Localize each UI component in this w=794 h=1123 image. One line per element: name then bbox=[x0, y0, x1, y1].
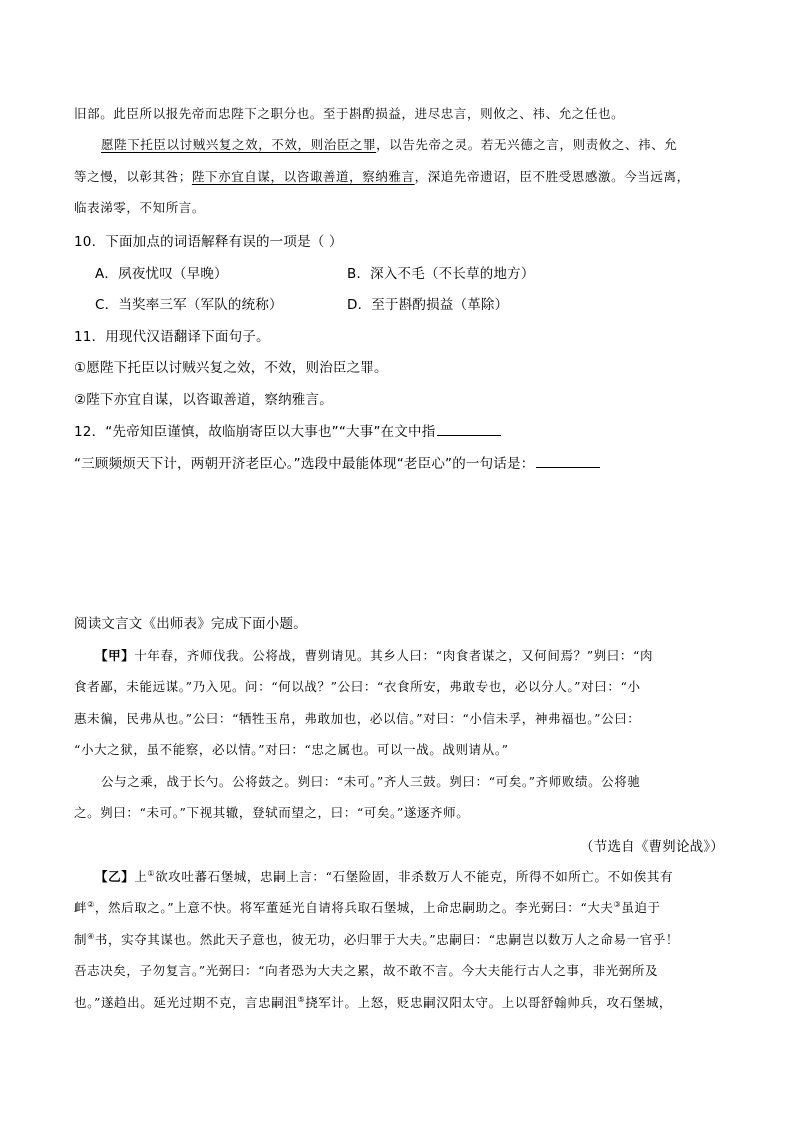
passage-line-2-rest: ，以告先帝之灵。若无兴德之言，则责攸之、祎、允 bbox=[376, 137, 678, 152]
reading-intro: 阅读文言文《出师表》完成下面小题。 bbox=[74, 616, 307, 632]
question-10-stem: 10．下面加点的词语解释有误的一项是（ ） bbox=[74, 234, 343, 250]
yi-text-2c: 虽迫于 bbox=[621, 900, 661, 915]
question-11-sentence-2: ②陛下亦宜自谋，以咨诹善道，察纳雅言。 bbox=[74, 392, 333, 408]
question-12-line-2 bbox=[74, 452, 600, 472]
answer-blank-1[interactable] bbox=[437, 423, 501, 436]
yi-text-3a: 制 bbox=[74, 932, 88, 947]
footnote-mark-4: ④ bbox=[87, 931, 95, 941]
jia-text-1: 十年春，齐师伐我。公将战，曹刿请见。其乡人曰：“肉食者谋之，又何间焉？”刿曰：“肉 bbox=[134, 648, 654, 663]
yi-text-1b: 欲攻吐蕃石堡城，忠嗣上言：“石堡险固，非杀数万人不能克，所得不如所亡。不如俟其有 bbox=[155, 869, 674, 884]
jia-tag: 【甲】 bbox=[95, 648, 135, 663]
passage-line-1: 旧部。此臣所以报先帝而忠陛下之职分也。至于斟酌损益，进尽忠言，则攸之、祎、允之任也。 bbox=[74, 106, 625, 121]
yi-text-1a: 上 bbox=[134, 869, 148, 884]
underlined-sentence-2: 陛下亦宜自谋，以咨诹善道，察纳雅言 bbox=[191, 169, 415, 184]
yi-line-2 bbox=[74, 898, 661, 916]
underlined-sentence-1: 愿陛下托臣以讨贼兴复之效，不效，则治臣之罪 bbox=[101, 137, 377, 152]
question-10-option-d: D．至于斟酌损益（革除） bbox=[347, 297, 509, 313]
passage-line-3-pre: 等之慢，以彰其咎； bbox=[74, 169, 192, 184]
jia-line-2: 食者鄙，未能远谋。”乃入见。问：“何以战？”公曰：“衣食所安，弗敢专也，必以分人。”对曰：“小 bbox=[74, 679, 641, 694]
question-11-sentence-1: ①愿陛下托臣以讨贼兴复之效，不效，则治臣之罪。 bbox=[74, 360, 388, 376]
yi-line-1 bbox=[95, 867, 673, 885]
footnote-mark-3: ③ bbox=[613, 899, 622, 909]
yi-text-2a: 衅 bbox=[74, 900, 88, 915]
footnote-mark-2: ② bbox=[87, 899, 95, 909]
yi-text-3b: 书，实夺其谋也。然此天子意也，彼无功，必归罪于大夫。”忠嗣曰：“忠嗣岂以数万人之命易一官乎！ bbox=[94, 932, 680, 947]
passage-line-3-rest: ，深追先帝遗诏，臣不胜受恩感激。今当远离， bbox=[414, 169, 690, 184]
yi-text-2b: ，然后取之。”上意不快。将军董延光自请将兵取石堡城，上命忠嗣助之。李光弼曰：“大夫 bbox=[94, 900, 614, 915]
source-note: （节选自《曹刿论战》） bbox=[580, 839, 724, 855]
yi-tag: 【乙】 bbox=[95, 869, 135, 884]
question-11-stem: 11．用现代汉语翻译下面句子。 bbox=[74, 329, 270, 345]
passage-line-4: 临表涕零，不知所言。 bbox=[74, 200, 206, 215]
answer-blank-2[interactable] bbox=[536, 455, 600, 468]
question-12-text-1: 12．“先帝知臣谨慎，故临崩寄臣以大事也”“大事”在文中指 bbox=[74, 424, 436, 440]
jia-line-3: 惠未徧，民弗从也。”公曰：“牺牲玉帛，弗敢加也，必以信。”对曰：“小信未孚，神弗福也。”公曰： bbox=[74, 711, 641, 726]
jia-line-4: “小大之狱，虽不能察，必以情。”对曰：“忠之属也。可以一战。战则请从。” bbox=[74, 742, 509, 757]
jia-line-1 bbox=[95, 646, 653, 664]
passage-line-3 bbox=[74, 167, 690, 185]
question-12-line-1 bbox=[74, 420, 501, 440]
yi-text-5b: 挠军计。上怒，贬忠嗣汉阳太守。上以哥舒翰帅兵，攻石堡城， bbox=[305, 995, 673, 1010]
passage-line-2 bbox=[101, 135, 677, 153]
yi-line-5 bbox=[74, 993, 672, 1011]
yi-text-5a: 也。”遂趋出。延光过期不克，言忠嗣沮 bbox=[74, 995, 298, 1010]
question-10-option-b: B．深入不毛（不长草的地方） bbox=[347, 266, 535, 282]
footnote-mark-5: ⑤ bbox=[297, 994, 306, 1004]
yi-line-3 bbox=[74, 930, 679, 948]
jia-line-6: 之。刿曰：“未可。”下视其辙，登轼而望之，曰：“可矣。”遂逐齐师。 bbox=[74, 805, 470, 820]
question-10-option-a: A．夙夜忧叹（早晚） bbox=[95, 266, 228, 282]
jia-line-5: 公与之乘，战于长勺。公将鼓之。刿曰：“未可。”齐人三鼓。刿曰：“可矣。”齐师败绩。公将驰 bbox=[101, 774, 641, 789]
yi-line-4: 吾志决矣，子勿复言。”光弼曰：“向者恐为大夫之累，故不敢不言。今大夫能行古人之事，非光弼所及 bbox=[74, 963, 659, 978]
question-12-text-2: “三顾频烦天下计，两朝开济老臣心。”选段中最能体现“老臣心”的一句话是： bbox=[74, 456, 535, 472]
footnote-mark-1: ① bbox=[147, 868, 156, 878]
question-10-option-c: C．当奖率三军（军队的统称） bbox=[95, 297, 283, 313]
